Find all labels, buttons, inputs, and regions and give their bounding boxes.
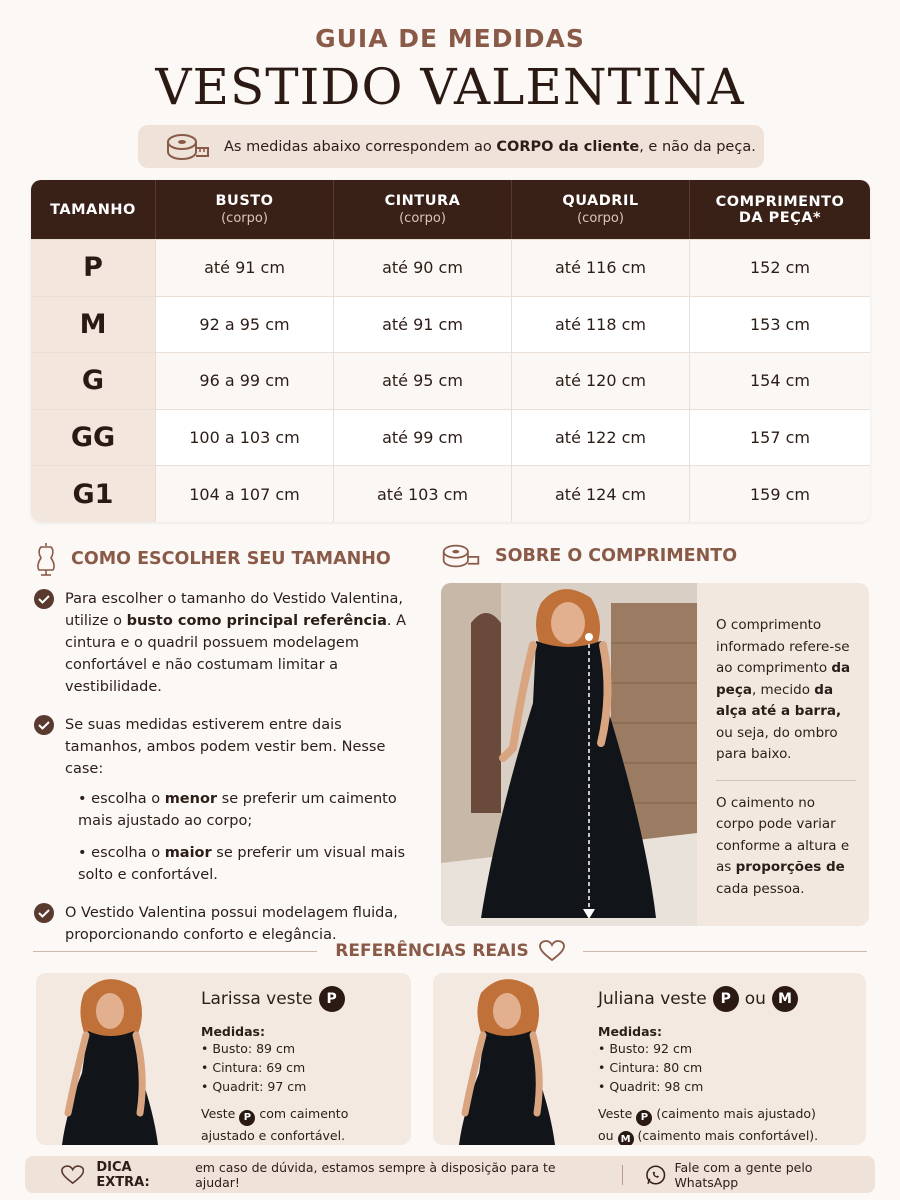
model-photo-larissa [36, 973, 186, 1145]
table-cell: até 124 cm [512, 466, 690, 522]
size-badge: M [772, 986, 798, 1012]
size-badge: P [713, 986, 739, 1012]
sub-item-larger: • escolha o maior se preferir um visual mais solto e confortável. [78, 845, 406, 883]
about-length-heading: SOBRE O COMPRIMENTO [441, 543, 737, 569]
references-heading: REFERÊNCIAS REAIS [33, 940, 867, 962]
table-cell: até 118 cm [512, 297, 690, 353]
measure-item: • Busto: 89 cm [201, 1041, 296, 1056]
table-row [31, 239, 870, 296]
how-to-choose-heading: COMO ESCOLHER SEU TAMANHO [35, 542, 391, 576]
size-cell: M [31, 297, 156, 353]
table-row [31, 409, 870, 466]
size-table [31, 180, 870, 522]
table-cell: até 103 cm [334, 466, 512, 522]
table-cell: 153 cm [690, 297, 870, 353]
size-badge: P [239, 1110, 255, 1126]
header-cintura: CINTURA (corpo) [334, 180, 512, 239]
table-cell: até 122 cm [512, 410, 690, 466]
how-to-choose-list [33, 588, 423, 962]
footer-tip-bar [25, 1156, 875, 1193]
table-cell: 92 a 95 cm [156, 297, 334, 353]
measure-item: • Cintura: 69 cm [201, 1060, 306, 1075]
table-cell: 154 cm [690, 353, 870, 409]
fit-note: Veste P (caimento mais ajustado) ou M (caimento mais confortável). [598, 1104, 818, 1145]
table-cell: até 99 cm [334, 410, 512, 466]
check-circle-icon [33, 902, 55, 924]
heart-icon [61, 1165, 84, 1185]
tip-label: DICA EXTRA: [96, 1159, 150, 1190]
divider [33, 951, 317, 952]
fit-note: O caimento no corpo pode variar conforme a altura e as proporções de cada pessoa. [716, 794, 850, 897]
table-cell: até 91 cm [334, 297, 512, 353]
dress-form-icon [35, 542, 57, 576]
about-length-text [716, 615, 856, 900]
table-cell: 157 cm [690, 410, 870, 466]
divider [583, 951, 867, 952]
reference-name: Larissa veste P [201, 986, 348, 1012]
heart-icon [539, 940, 565, 962]
divider [622, 1165, 623, 1185]
table-cell: até 116 cm [512, 240, 690, 296]
header-busto: BUSTO (corpo) [156, 180, 334, 239]
sub-item-smaller: • escolha o menor se preferir um caimento mais ajustado ao corpo; [78, 791, 397, 829]
header-tamanho: TAMANHO [31, 180, 156, 239]
table-cell: 96 a 99 cm [156, 353, 334, 409]
table-row [31, 465, 870, 522]
tip-text: em caso de dúvida, estamos sempre à disposição para te ajudar! [195, 1159, 556, 1190]
measures-label: Medidas: [598, 1024, 662, 1039]
header-subtitle: GUIA DE MEDIDAS [315, 24, 585, 53]
size-table-header [31, 180, 870, 239]
length-explanation: O comprimento informado refere-se ao comprimento da peça, mecido da alça até a barra, ou seja, do ombro para baixo. [716, 617, 851, 762]
check-circle-icon [33, 588, 55, 610]
size-badge: P [636, 1110, 652, 1126]
size-cell: G [31, 353, 156, 409]
notice-text: As medidas abaixo correspondem ao CORPO da cliente, e não da peça. [224, 138, 756, 155]
about-length-panel [441, 583, 869, 926]
model-length-photo [441, 583, 697, 926]
body-measure-notice [138, 125, 764, 168]
table-cell: 100 a 103 cm [156, 410, 334, 466]
reference-name: Juliana veste P ou M [598, 986, 818, 1012]
whatsapp-icon[interactable] [645, 1164, 666, 1186]
model-photo-juliana [433, 973, 583, 1145]
table-cell: 159 cm [690, 466, 870, 522]
size-cell: P [31, 240, 156, 296]
table-row [31, 352, 870, 409]
list-item: Para escolher o tamanho do Vestido Valentina, utilize o busto como principal referência. A cintura e o quadril possuem modelagem confortável e não costumam limitar a vestibilidade. [33, 588, 423, 698]
measure-item: • Busto: 92 cm [598, 1041, 693, 1056]
size-cell: G1 [31, 466, 156, 522]
measure-item: • Quadrit: 97 cm [201, 1079, 307, 1094]
whatsapp-link[interactable]: Fale com a gente pelo WhatsApp [674, 1159, 813, 1190]
size-badge: M [618, 1131, 634, 1145]
fit-note: Veste P com caimento ajustado e confortável. [201, 1106, 349, 1143]
measures-label: Medidas: [201, 1024, 265, 1039]
table-cell: até 95 cm [334, 353, 512, 409]
table-cell: 152 cm [690, 240, 870, 296]
table-cell: até 91 cm [156, 240, 334, 296]
table-cell: 104 a 107 cm [156, 466, 334, 522]
divider [716, 780, 856, 781]
measuring-tape-icon [441, 543, 481, 569]
check-circle-icon [33, 714, 55, 736]
measuring-tape-icon [166, 132, 210, 162]
page-title: VESTIDO VALENTINA [155, 58, 745, 116]
list-item: O Vestido Valentina possui modelagem fluida, proporcionando conforto e elegância. [33, 902, 423, 946]
header-quadril: QUADRIL (corpo) [512, 180, 690, 239]
list-item: Se suas medidas estiverem entre dais tamanhos, ambos podem vestir bem. Nesse case: [33, 714, 423, 780]
reference-card-larissa [36, 973, 411, 1145]
size-badge: P [319, 986, 345, 1012]
measure-item: • Quadrit: 98 cm [598, 1079, 704, 1094]
size-cell: GG [31, 410, 156, 466]
reference-card-juliana [433, 973, 866, 1145]
header-comprimento: COMPRIMENTO DA PEÇA* [715, 193, 845, 226]
table-cell: até 90 cm [334, 240, 512, 296]
size-table-body [31, 239, 870, 522]
table-cell: até 120 cm [512, 353, 690, 409]
measure-item: • Cintura: 80 cm [598, 1060, 703, 1075]
table-row [31, 296, 870, 353]
